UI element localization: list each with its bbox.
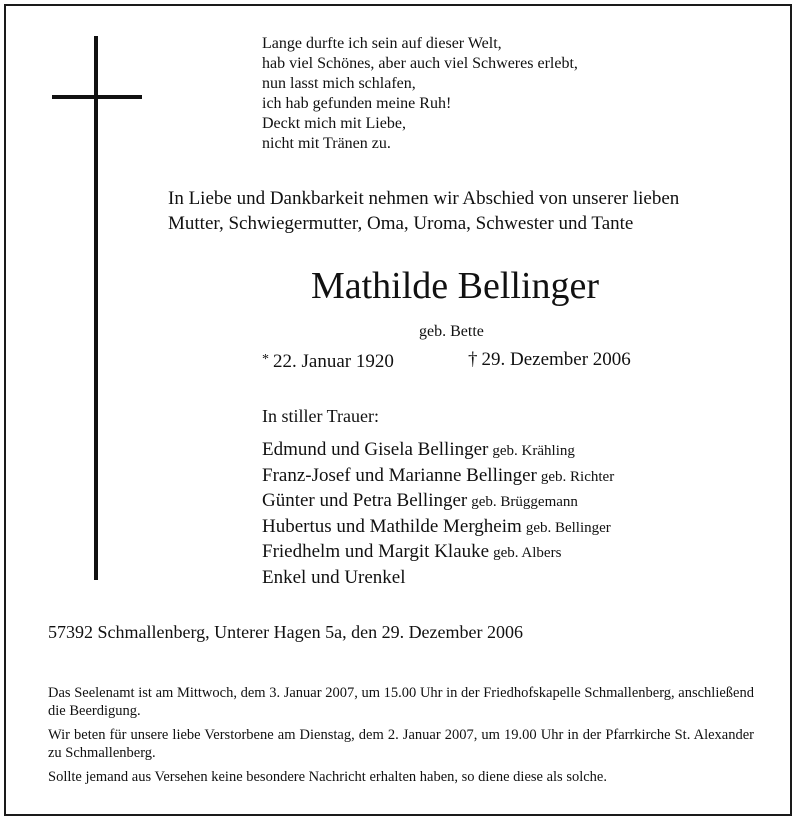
- service-note: Wir beten für unsere liebe Verstorbene am Dienstag, dem 2. Januar 2007, um 19.00 Uhr in der Pfarrkirche St. Alexander zu Schmallenberg.: [48, 727, 754, 761]
- mourner-entry: [262, 438, 614, 464]
- poem-line: nun lasst mich schlafen,: [262, 75, 416, 92]
- mourner-maiden-name: geb. Richter: [540, 468, 615, 485]
- birth-date-group: [262, 348, 394, 374]
- intro-text: [168, 186, 679, 236]
- service-notes: [48, 684, 754, 792]
- mourner-entry: [262, 515, 614, 541]
- birth-asterisk-icon: *: [262, 352, 269, 367]
- maiden-name: geb. Bette: [419, 323, 484, 340]
- mourner-maiden-name: geb. Krähling: [492, 443, 575, 459]
- poem: [262, 34, 578, 154]
- mourner-names: Franz-Josef und Marianne Bellinger: [262, 464, 537, 486]
- intro-line: Mutter, Schwiegermutter, Oma, Uroma, Schwester und Tante: [168, 213, 634, 234]
- mourner-names: Friedhelm und Margit Klauke: [262, 541, 490, 562]
- poem-line: nicht mit Tränen zu.: [262, 135, 391, 152]
- intro-line: In Liebe und Dankbarkeit nehmen wir Abschied von unserer lieben: [168, 188, 680, 209]
- mourner-entry: [262, 566, 614, 591]
- poem-line: ich hab gefunden meine Ruh!: [262, 95, 452, 112]
- service-note: Sollte jemand aus Versehen keine besondere Nachricht erhalten haben, so diene diese als solche.: [48, 769, 607, 785]
- address-date-line: 57392 Schmallenberg, Unterer Hagen 5a, den 29. Dezember 2006: [48, 622, 524, 642]
- poem-line: Deckt mich mit Liebe,: [262, 115, 406, 132]
- poem-line: Lange durfte ich sein auf dieser Welt,: [262, 35, 502, 52]
- mourner-maiden-name: geb. Brüggemann: [471, 494, 578, 510]
- birth-date: 22. Januar 1920: [273, 351, 394, 372]
- death-dagger-icon: †: [468, 349, 478, 370]
- mourner-maiden-name: geb. Bellinger: [525, 519, 611, 536]
- deceased-name: Mathilde Bellinger: [310, 265, 600, 307]
- cross-horizontal-bar: [52, 95, 142, 99]
- mourners-list: [262, 438, 614, 590]
- poem-line: hab viel Schönes, aber auch viel Schweres erlebt,: [262, 55, 578, 72]
- mourner-names: Enkel und Urenkel: [262, 566, 406, 588]
- mourner-names: Edmund und Gisela Bellinger: [262, 439, 489, 460]
- mourners-heading: In stiller Trauer:: [262, 406, 379, 426]
- mourner-entry: [262, 464, 614, 490]
- mourner-entry: [262, 540, 614, 566]
- service-note: Das Seelenamt ist am Mittwoch, dem 3. Januar 2007, um 15.00 Uhr in der Friedhofskapelle Schmallenberg, anschließend die Beerdigung.: [48, 685, 754, 719]
- death-date-group: [468, 348, 631, 372]
- death-date: 29. Dezember 2006: [481, 349, 631, 370]
- mourner-names: Hubertus und Mathilde Mergheim: [262, 515, 522, 537]
- mourner-names: Günter und Petra Bellinger: [262, 490, 468, 511]
- mourner-entry: [262, 489, 614, 515]
- mourner-maiden-name: geb. Albers: [493, 545, 562, 561]
